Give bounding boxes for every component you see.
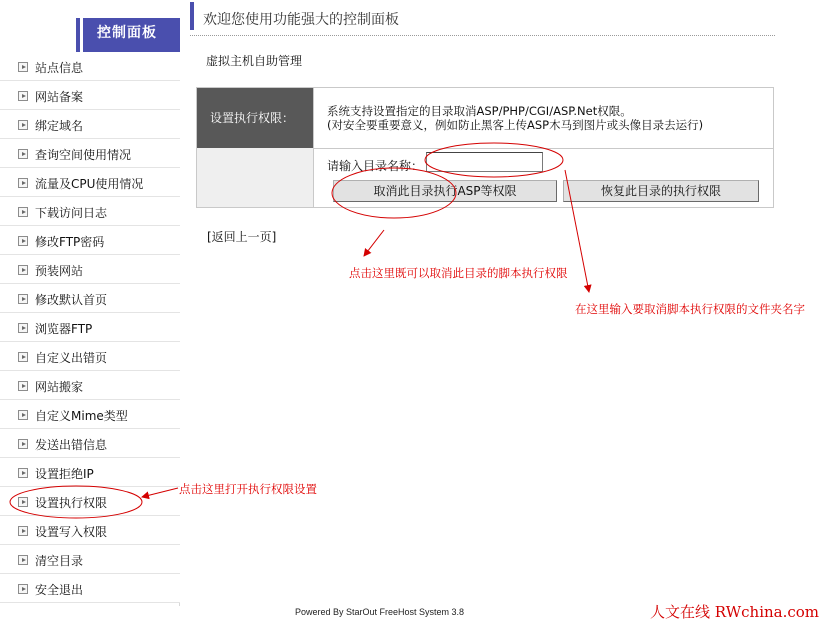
title-divider [190,35,775,36]
sidebar-item[interactable] [0,255,180,284]
bullet-arrow-icon [18,584,28,594]
watermark: 人文在线 RWchina.com [650,603,820,621]
sidebar-item[interactable] [0,197,180,226]
sidebar-item-label: 设置执行权限 [35,496,108,510]
bullet-arrow-icon [18,178,28,188]
sidebar-item[interactable] [0,110,180,139]
sidebar-item-label: 修改FTP密码 [35,235,105,249]
panel-description-line2: (对安全要重要意义，例如防止黑客上传ASP木马到图片或头像目录去运行) [327,118,704,132]
sidebar-item-label: 浏览器FTP [35,322,93,336]
cancel-hint-arrow [364,230,384,256]
sidebar-item-label: 网站搬家 [35,380,84,394]
page-title: 欢迎您使用功能强大的控制面板 [203,12,399,28]
bullet-arrow-icon [18,236,28,246]
bullet-arrow-icon [18,381,28,391]
bullet-arrow-icon [18,497,28,507]
sidebar-header [0,0,180,52]
section-title: 虚拟主机自助管理 [206,54,303,68]
bullet-arrow-icon [18,120,28,130]
sidebar-item-label: 设置写入权限 [35,525,108,539]
sidebar-item-label: 网站备案 [35,90,84,104]
sidebar-item[interactable] [0,516,180,545]
panel-description-line1: 系统支持设置指定的目录取消ASP/PHP/CGI/ASP.Net权限。 [327,104,632,118]
directory-name-label: 请输入目录名称： [327,159,424,173]
sidebar-item-label: 查询空间使用情况 [35,148,132,162]
bullet-arrow-icon [18,149,28,159]
back-link[interactable]: [返回上一页] [207,230,277,244]
sidebar-item[interactable] [0,458,180,487]
sidebar-item[interactable] [0,545,180,574]
sidebar-item[interactable] [0,52,180,81]
main-title-accent [190,2,194,30]
sidebar-item[interactable] [0,487,180,516]
bullet-arrow-icon [18,526,28,536]
panel-row-divider [313,148,773,149]
sidebar-item-label: 清空目录 [35,554,84,568]
sidebar-item[interactable] [0,81,180,110]
sidebar-item[interactable] [0,168,180,197]
sidebar-item-label: 站点信息 [35,61,84,75]
sidebar-item-label: 自定义出错页 [35,351,108,365]
directory-name-input[interactable] [426,152,543,172]
sidebar-item[interactable] [0,284,180,313]
bullet-arrow-icon [18,410,28,420]
sidebar-item[interactable] [0,429,180,458]
restore-execute-permission-button[interactable]: 恢复此目录的执行权限 [563,180,759,202]
bullet-arrow-icon [18,352,28,362]
sidebar-item-label: 设置拒绝IP [35,467,94,481]
panel-label-cell [197,88,313,148]
sidebar-item[interactable] [0,400,180,429]
sidebar-item-label: 发送出错信息 [35,438,108,452]
sidebar-item-label: 预装网站 [35,264,84,278]
sidebar-item[interactable] [0,226,180,255]
bullet-arrow-icon [18,323,28,333]
sidebar-item-label: 下载访问日志 [35,206,108,220]
sidebar-item-label: 流量及CPU使用情况 [35,177,144,191]
sidebar-item[interactable] [0,371,180,400]
sidebar-item[interactable] [0,139,180,168]
sidebar-menu [0,52,180,603]
execute-permission-panel [196,87,774,208]
bullet-arrow-icon [18,439,28,449]
footer-powered-by: Powered By StarOut FreeHost System 3.8 [295,607,465,617]
sidebar-item-label: 绑定域名 [35,119,84,133]
bullet-arrow-icon [18,294,28,304]
cancel-execute-permission-button[interactable]: 取消此目录执行ASP等权限 [333,180,557,202]
bullet-arrow-icon [18,468,28,478]
sidebar-item-label: 修改默认首页 [35,293,108,307]
sidebar-item-label: 自定义Mime类型 [35,409,128,423]
annotation-sidebar-hint: 点击这里打开执行权限设置 [179,482,317,496]
sidebar-item-label: 安全退出 [35,583,84,597]
panel-empty-cell [197,148,313,207]
sidebar-item[interactable] [0,313,180,342]
sidebar-item[interactable] [0,342,180,371]
bullet-arrow-icon [18,555,28,565]
panel-label: 设置执行权限： [210,111,295,125]
sidebar [0,0,180,606]
sidebar-header-title: 控制面板 [97,25,157,41]
sidebar-item[interactable] [0,574,180,603]
annotation-cancel-hint: 点击这里既可以取消此目录的脚本执行权限 [349,266,568,280]
bullet-arrow-icon [18,265,28,275]
bullet-arrow-icon [18,62,28,72]
bullet-arrow-icon [18,207,28,217]
bullet-arrow-icon [18,91,28,101]
annotation-input-hint: 在这里输入要取消脚本执行权限的文件夹名字 [575,302,805,316]
